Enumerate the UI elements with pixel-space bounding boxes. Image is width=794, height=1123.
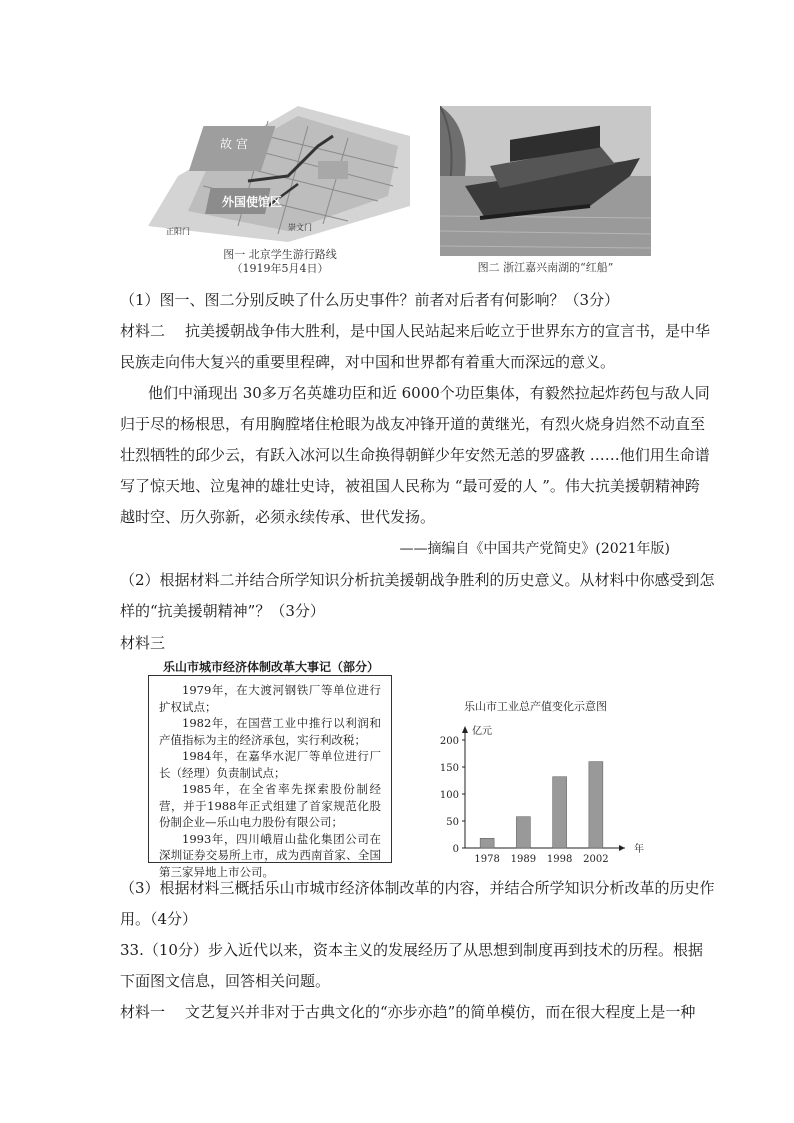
material2-p2-line4: 写了惊天地、泣鬼神的雄壮史诗，被祖国人民称为 “最可爱的人 ”。伟大抗美援朝精神跨 <box>120 477 700 495</box>
chart-bar <box>516 817 530 848</box>
chart-bar <box>553 777 567 848</box>
chart-x-tick-label: 2002 <box>583 854 609 865</box>
chart-y-tick-label: 150 <box>439 763 459 774</box>
figure1-caption <box>200 248 360 276</box>
material2-p1-line1: 抗美援朝战争伟大胜利，是中国人民站起来后屹立于世界东方的宣言书，是中华 <box>185 322 711 340</box>
chart-title: 乐山市工业总产值变化示意图 <box>464 700 607 713</box>
chart-y-tick-label: 0 <box>452 844 459 855</box>
material1-label: 材料一 <box>120 1003 166 1021</box>
events-box <box>148 675 392 879</box>
material2-p2-line2: 归于尽的杨根思，有用胸膛堵住枪眼为战友冲锋开道的黄继光，有烈火烧身岿然不动直至 <box>120 415 706 433</box>
chart-y-arrow <box>462 726 468 733</box>
chart-x-tick-label: 1978 <box>474 854 500 865</box>
event-1979: 1979年，在大渡河钢铁厂等单位进行扩权试点； <box>159 683 381 714</box>
question-2-line2: 样的“抗美援朝精神”？（3分） <box>120 602 325 620</box>
event-1993: 1993年，四川峨眉山盐化集团公司在深圳证券交易所上市，成为西南首家、全国第三家异地上市公司。 <box>159 831 381 879</box>
chart-x-tick-label: 1998 <box>546 854 573 865</box>
map-label-legation: 外国使馆区 <box>222 195 283 209</box>
chart-bar <box>589 762 603 848</box>
industrial-output-chart <box>410 690 660 870</box>
chart-y-tick-label: 100 <box>439 790 459 801</box>
map-label-palace: 故 宫 <box>220 137 248 151</box>
chart-x-arrow <box>619 845 625 851</box>
chart-y-label: 亿元 <box>472 726 492 737</box>
material2-label: 材料二 <box>120 322 166 340</box>
material2-p1-line2: 民族走向伟大复兴的重要里程碑，对中国和世界都有着重大而深远的意义。 <box>120 353 616 371</box>
chart-x-label: 年 <box>634 844 644 855</box>
question-1: （1）图一、图二分别反映了什么历史事件？前者对后者有何影响？（3分） <box>120 291 620 309</box>
boat-illustration <box>440 106 651 256</box>
question-33-line2: 下面图文信息，回答相关问题。 <box>120 972 331 990</box>
question-2-line1: （2）根据材料二并结合所学知识分析抗美援朝战争胜利的历史意义。从材料中你感受到怎 <box>120 571 715 589</box>
material2-p2-line1: 他们中涌现出 30多万名英雄功臣和近 6000个功臣集体，有毅然拉起炸药包与敌人同 <box>148 384 710 402</box>
chart-y-tick-label: 50 <box>446 817 459 828</box>
chart-y-tick-label: 200 <box>439 736 459 747</box>
material2-p2-line5: 越时空、历久弥新，必须永续传承、世代发扬。 <box>120 508 436 526</box>
event-1985: 1985年，在全省率先探索股份制经营，并于1988年正式组建了首家规范化股份制企业—乐山电力股份有限公司； <box>159 782 381 829</box>
map-label-zhengyangmen: 正阳门 <box>166 227 190 236</box>
material3-label: 材料三 <box>120 634 166 652</box>
map-illustration <box>148 106 410 242</box>
figure1-map-image <box>148 106 410 242</box>
figure2-boat-photo <box>440 106 651 256</box>
map-label-chongwenmen: 崇文门 <box>288 223 312 232</box>
event-1982: 1982年，在国营工业中推行以利润和产值指标为主的经济承包，实行利改税； <box>159 716 381 747</box>
figure2-caption: 图二 浙江嘉兴南湖的“红船” <box>477 261 614 274</box>
material2-source: ——摘编自《中国共产党简史》(2021年版) <box>399 541 670 557</box>
chart-x-tick-label: 1989 <box>510 854 537 865</box>
figure1-caption-title: 图一 北京学生游行路线 <box>223 248 337 261</box>
material2-p2-line3: 壮烈牺牲的邱少云，有跃入冰河以生命换得朝鲜少年安然无恙的罗盛教 ……他们用生命谱 <box>120 446 710 464</box>
chart-bar <box>480 838 494 848</box>
question-33-line1: 33.（10分）步入近代以来，资本主义的发展经历了从思想到制度再到技术的历程。根据 <box>120 941 703 959</box>
events-title: 乐山市城市经济体制改革大事记（部分） <box>162 660 379 674</box>
question-3-line2: 用。（4分） <box>120 910 198 928</box>
event-1984: 1984年，在嘉华水泥厂等单位进行厂长（经理）负责制试点； <box>159 749 381 780</box>
material1-text: 文艺复兴并非对于古典文化的“亦步亦趋”的简单模仿，而在很大程度上是一种 <box>185 1003 696 1021</box>
figure1-caption-date: （1919年5月4日） <box>231 262 329 275</box>
question-3-line1: （3）根据材料三概括乐山市城市经济体制改革的内容，并结合所学知识分析改革的历史作 <box>120 879 715 897</box>
